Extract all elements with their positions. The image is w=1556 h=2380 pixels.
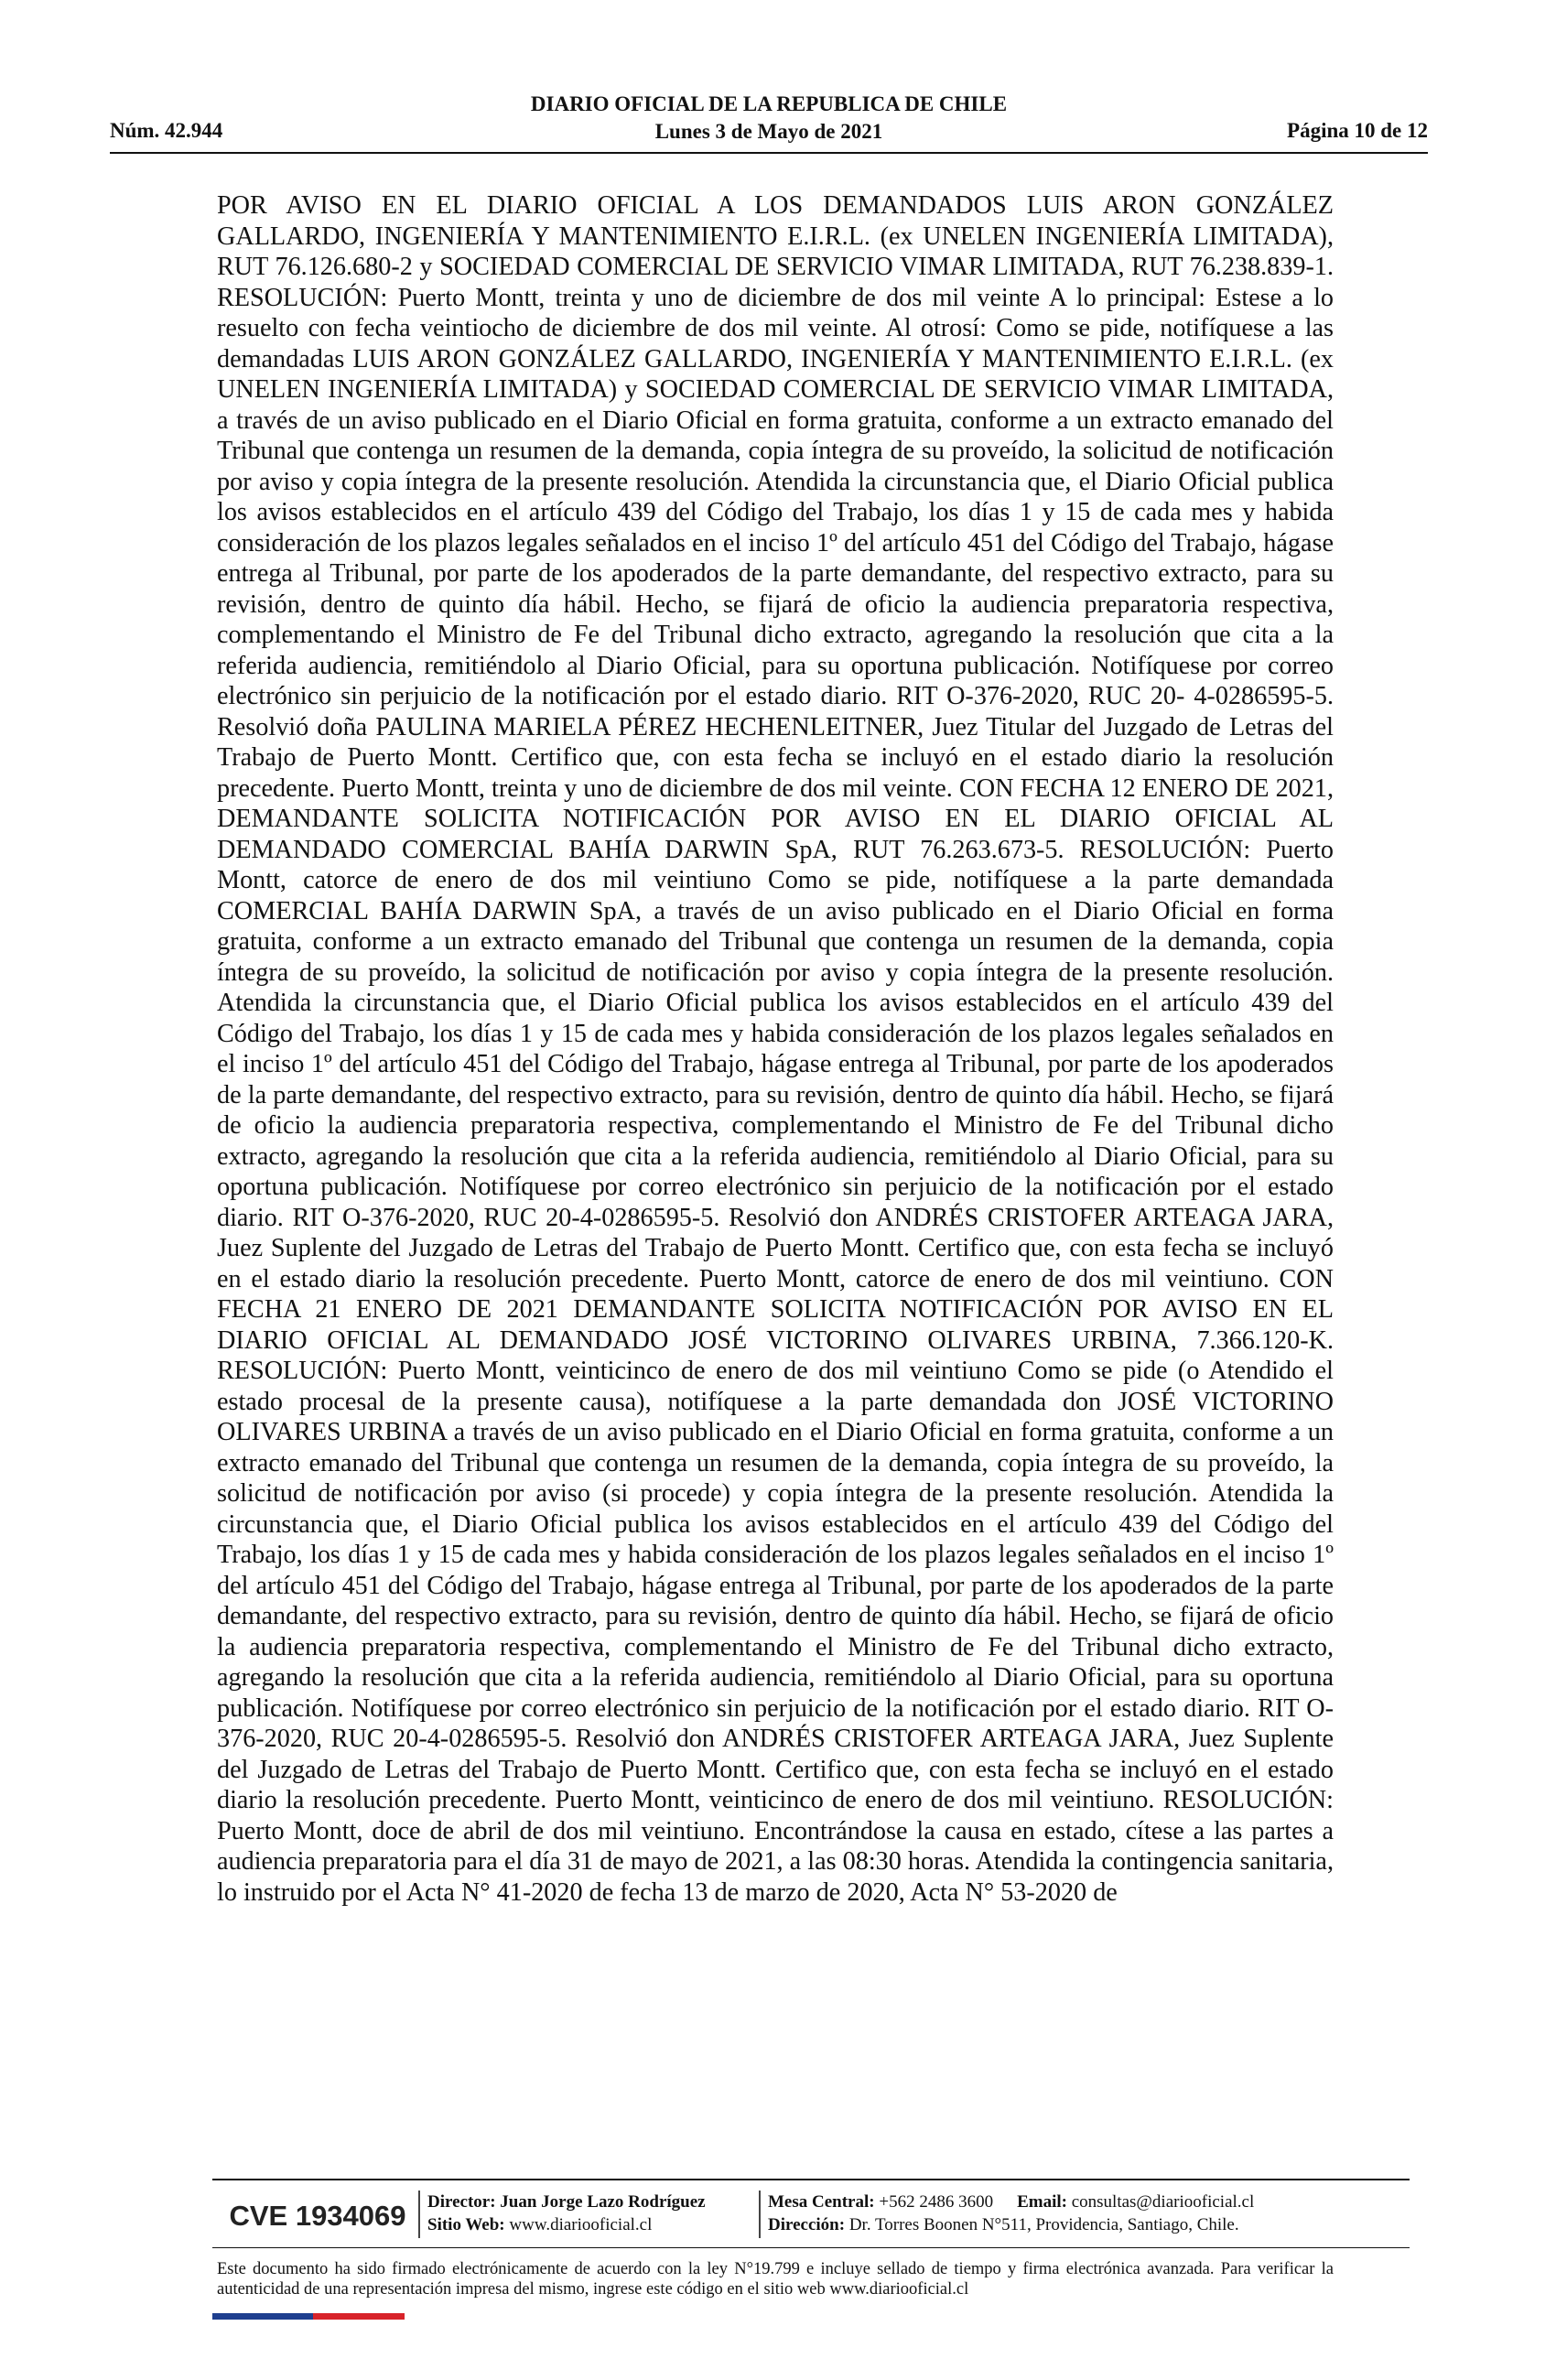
site-link[interactable]: www.diariooficial.cl [509, 2215, 653, 2234]
page-header [110, 92, 1428, 148]
footer-bottom-divider [212, 2247, 1410, 2248]
flag-red-segment [313, 2313, 405, 2320]
site-label: Sitio Web: [427, 2215, 505, 2234]
footer-top-divider [212, 2179, 1410, 2180]
header-center [110, 92, 1428, 145]
director-label: Director: [427, 2192, 496, 2212]
footer-director-block [427, 2191, 706, 2236]
legal-notice: Este documento ha sido firmado electrónicamente de acuerdo con la ley N°19.799 e incluye sellado de tiempo y firma electrónica avanzada. Para verificar la autenticidad de una representación impresa del mismo, ingrese este código en el sitio web www.diariooficial.cl [217, 2260, 1334, 2299]
issue-number: Núm. 42.944 [110, 119, 223, 142]
chile-flag-stripe [212, 2313, 405, 2320]
flag-blue-segment [212, 2313, 313, 2320]
email-link[interactable]: consultas@diariooficial.cl [1071, 2192, 1255, 2212]
footer-divider [759, 2191, 761, 2238]
publication-title: DIARIO OFICIAL DE LA REPUBLICA DE CHILE [530, 92, 1008, 115]
issue-date: Lunes 3 de Mayo de 2021 [654, 120, 883, 143]
page-footer [212, 2183, 1410, 2247]
director-name: Juan Jorge Lazo Rodríguez [500, 2192, 706, 2212]
address-value: Dr. Torres Boonen N°511, Providencia, Santiago, Chile. [848, 2215, 1239, 2234]
phone-value: +562 2486 3600 [879, 2192, 994, 2212]
cve-code: CVE 1934069 [229, 2200, 406, 2232]
header-divider [110, 152, 1428, 154]
email-label: Email: [1017, 2192, 1067, 2212]
page-number: Página 10 de 12 [1287, 119, 1428, 142]
notice-body: POR AVISO EN EL DIARIO OFICIAL A LOS DEMANDADOS LUIS ARON GONZÁLEZ GALLARDO, INGENIERÍA Y MANTENIMIENTO E.I.R.L. (ex UNELEN INGENIERÍA LIMITADA), RUT 76.126.680-2 y SOCIEDAD COMERCIAL DE SERVICIO VIMAR LIMITADA, RUT 76.238.839-1. RESOLUCIÓN: Puerto Montt, treinta y uno de diciembre de dos mil veinte A lo principal: Estese a lo resuelto con fecha veintiocho de diciembre de dos mil veinte. Al otrosí: Como se pide, notifíquese a las demandadas LUIS ARON GONZÁLEZ GALLARDO, INGENIERÍA Y MANTENIMIENTO E.I.R.L. (ex UNELEN INGENIERÍA LIMITADA) y SOCIEDAD COMERCIAL DE SERVICIO VIMAR LIMITADA, a través de un aviso publicado en el Diario Oficial en forma gratuita, conforme a un extracto emanado del Tribunal que contenga un resumen de la demanda, copia íntegra de su proveído, la solicitud de notificación por aviso y copia íntegra de la presente resolución. Atendida la circunstancia que, el Diario Oficial publica los avisos establecidos en el artículo 439 del Código del Trabajo, los días 1 y 15 de cada mes y habida consideración de los plazos legales señalados en el inciso 1º del artículo 451 del Código del Trabajo, hágase entrega al Tribunal, por parte de los apoderados de la parte demandante, del respectivo extracto, para su revisión, dentro de quinto día hábil. Hecho, se fijará de oficio la audiencia preparatoria respectiva, complementando el Ministro de Fe del Tribunal dicho extracto, agregando la resolución que cita a la referida audiencia, remitiéndolo al Diario Oficial, para su oportuna publicación. Notifíquese por correo electrónico sin perjuicio de la notificación por el estado diario. RIT O-376-2020, RUC 20- 4-0286595-5. Resolvió doña PAULINA MARIELA PÉREZ HECHENLEITNER, Juez Titular del Juzgado de Letras del Trabajo de Puerto Montt. Certifico que, con esta fecha se incluyó en el estado diario la resolución precedente. Puerto Montt, treinta y uno de diciembre de dos mil veinte. CON FECHA 12 ENERO DE 2021, DEMANDANTE SOLICITA NOTIFICACIÓN POR AVISO EN EL DIARIO OFICIAL AL DEMANDADO COMERCIAL BAHÍA DARWIN SpA, RUT 76.263.673-5. RESOLUCIÓN: Puerto Montt, catorce de enero de dos mil veintiuno Como se pide, notifíquese a la parte demandada COMERCIAL BAHÍA DARWIN SpA, a través de un aviso publicado en el Diario Oficial en forma gratuita, conforme a un extracto emanado del Tribunal que contenga un resumen de la demanda, copia íntegra de su proveído, la solicitud de notificación por aviso y copia íntegra de la presente resolución. Atendida la circunstancia que, el Diario Oficial publica los avisos establecidos en el artículo 439 del Código del Trabajo, los días 1 y 15 de cada mes y habida consideración de los plazos legales señalados en el inciso 1º del artículo 451 del Código del Trabajo, hágase entrega al Tribunal, por parte de los apoderados de la parte demandante, del respectivo extracto, para su revisión, dentro de quinto día hábil. Hecho, se fijará de oficio la audiencia preparatoria respectiva, complementando el Ministro de Fe del Tribunal dicho extracto, agregando la resolución que cita a la referida audiencia, remitiéndolo al Diario Oficial, para su oportuna publicación. Notifíquese por correo electrónico sin perjuicio de la notificación por el estado diario. RIT O-376-2020, RUC 20-4-0286595-5. Resolvió don ANDRÉS CRISTOFER ARTEAGA JARA, Juez Suplente del Juzgado de Letras del Trabajo de Puerto Montt. Certifico que, con esta fecha se incluyó en el estado diario la resolución precedente. Puerto Montt, catorce de enero de dos mil veintiuno. CON FECHA 21 ENERO DE 2021 DEMANDANTE SOLICITA NOTIFICACIÓN POR AVISO EN EL DIARIO OFICIAL AL DEMANDADO JOSÉ VICTORINO OLIVARES URBINA, 7.366.120-K. RESOLUCIÓN: Puerto Montt, veinticinco de enero de dos mil veintiuno Como se pide (o Atendido el estado procesal de la presente causa), notifíquese a la parte demandada don JOSÉ VICTORINO OLIVARES URBINA a través de un aviso publicado en el Diario Oficial en forma gratuita, conforme a un extracto emanado del Tribunal que contenga un resumen de la demanda, copia íntegra de su proveído, la solicitud de notificación por aviso (si procede) y copia íntegra de la presente resolución. Atendida la circunstancia que, el Diario Oficial publica los avisos establecidos en el artículo 439 del Código del Trabajo, los días 1 y 15 de cada mes y habida consideración de los plazos legales señalados en el inciso 1º del artículo 451 del Código del Trabajo, hágase entrega al Tribunal, por parte de los apoderados de la parte demandante, del respectivo extracto, para su revisión, dentro de quinto día hábil. Hecho, se fijará de oficio la audiencia preparatoria respectiva, complementando el Ministro de Fe del Tribunal dicho extracto, agregando la resolución que cita a la referida audiencia, remitiéndolo al Diario Oficial, para su oportuna publicación. Notifíquese por correo electrónico sin perjuicio de la notificación por el estado diario. RIT O-376-2020, RUC 20-4-0286595-5. Resolvió don ANDRÉS CRISTOFER ARTEAGA JARA, Juez Suplente del Juzgado de Letras del Trabajo de Puerto Montt. Certifico que, con esta fecha se incluyó en el estado diario la resolución precedente. Puerto Montt, veinticinco de enero de dos mil veintiuno. RESOLUCIÓN: Puerto Montt, doce de abril de dos mil veintiuno. Encontrándose la causa en estado, cítese a las partes a audiencia preparatoria para el día 31 de mayo de 2021, a las 08:30 horas. Atendida la contingencia sanitaria, lo instruido por el Acta N° 41-2020 de fecha 13 de marzo de 2020, Acta N° 53-2020 de [217, 191, 1334, 1907]
footer-contact-block [768, 2191, 1254, 2236]
address-label: Dirección: [768, 2215, 846, 2234]
footer-divider [418, 2191, 420, 2238]
phone-label: Mesa Central: [768, 2192, 875, 2212]
